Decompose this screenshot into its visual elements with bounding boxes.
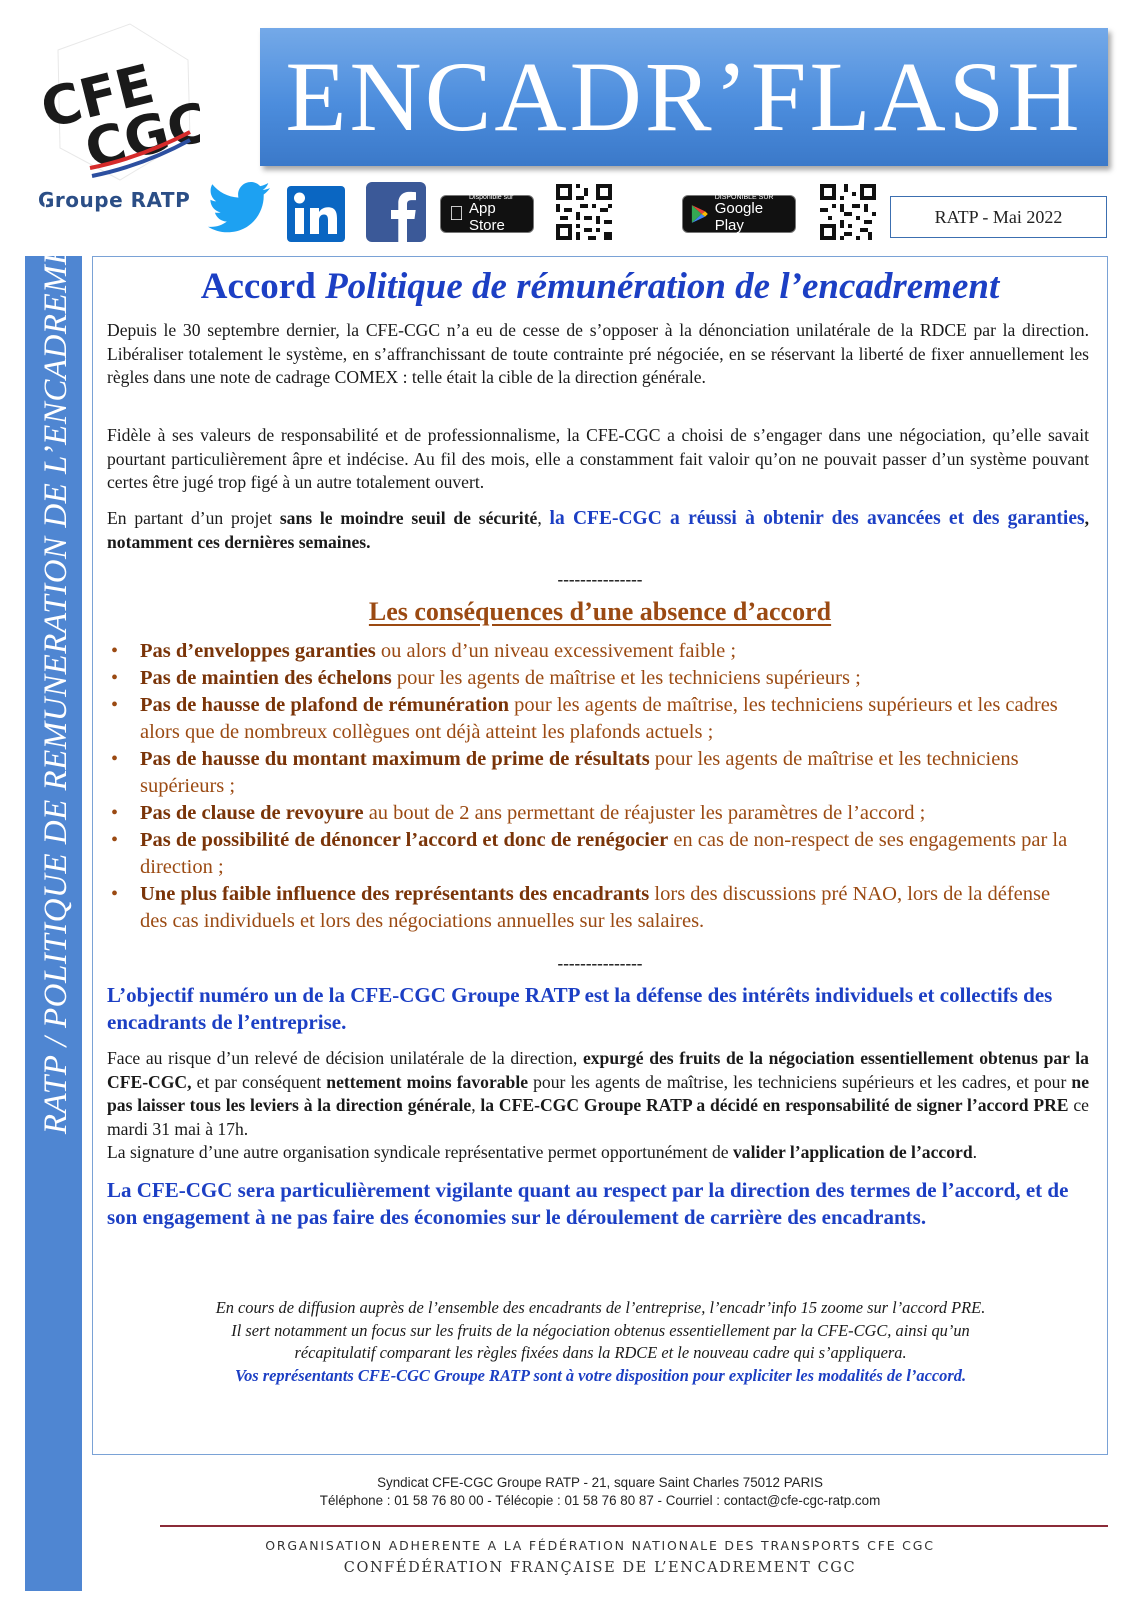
info-line: récapitulatif comparant les règles fixées dans la RDCE et le nouveau cadre qui s’appliquera. (294, 1343, 907, 1362)
qr-code-icon[interactable] (556, 184, 612, 240)
newsletter-banner (260, 28, 1108, 166)
svg-text:CFE: CFE (34, 52, 161, 141)
paragraph-decision: Face au risque d’un relevé de décision unilatérale de la direction, expurgé des fruits de la négociation essentiellement obtenus par la CFE-CGC, et par conséquent nettement moins favorable pour les agents de maîtrise, les techniciens supérieurs et les cadres, et pour ne pas laisser tous les leviers à la direction générale, la CFE-CGC Groupe RATP a décidé en responsabilité de signer l’accord PRE ce mardi 31 mai à 17h. La signature d’une autre organisation syndicale représentative permet opportunément de valider l’application de l’accord. (107, 1048, 1090, 1162)
footer-confederation: CONFÉDÉRATION FRANÇAISE DE L’ENCADREMENT CGC (343, 1560, 857, 1576)
article-title (93, 265, 1107, 308)
p3-start: En partant d’un projet (107, 508, 280, 528)
section-title: Les conséquences d’une absence d’accord (368, 597, 832, 626)
list-item: • Pas de hausse de plafond de rémunération pour les agents de maîtrise, les techniciens supérieurs et les cadres alors que de nombreux collègues ont déjà atteint les plafonds actuels ; (105, 692, 1080, 746)
paragraph-intro: Depuis le 30 septembre dernier, la CFE-CGC n’a eu de cesse de s’opposer à la dénonciation unilatérale de la RDCE par la direction. Libéraliser totalement le système, en s’affranchissant de toute contrainte pré négociée, en se réservant la liberté de fixer annuellement les règles dans une note de cadrage COMEX : telle était la cible de la direction générale. (107, 320, 1089, 387)
app-store-badge[interactable] (440, 195, 534, 233)
footer-phones: Téléphone : 01 58 76 80 00 - Télécopie : 01 58 76 80 87 - Courriel : contact@cfe-cgc-ratp.com (319, 1493, 881, 1508)
list-item: • Pas d’enveloppes garanties ou alors d’un niveau excessivement faible ; (105, 638, 1080, 665)
objective-statement: L’objectif numéro un de la CFE-CGC Groupe RATP est la défense des intérêts individuels et collectifs des encadrants de l’entreprise. (107, 983, 1053, 1034)
footer-divider (160, 1525, 1108, 1527)
facebook-icon[interactable] (366, 182, 426, 247)
google-play-icon (691, 203, 709, 225)
p3-security: sans le moindre seuil de sécurité (279, 508, 538, 528)
separator: --------------- (557, 570, 643, 589)
info-note (123, 1297, 1078, 1387)
article-frame (92, 256, 1108, 1455)
footer-contact (92, 1474, 1108, 1510)
footer-address: Syndicat CFE-CGC Groupe RATP - 21, square Saint Charles 75012 PARIS (377, 1475, 823, 1490)
title-italic: Politique de rémunération de l’encadrement (325, 266, 1000, 307)
info-contact-line: Vos représentants CFE-CGC Groupe RATP sont à votre disposition pour expliciter les modalités de l’accord. (234, 1365, 967, 1385)
consequences-list (105, 638, 1080, 935)
qr-code-icon[interactable] (820, 184, 876, 240)
banner-title: ENCADR’FLASH (285, 41, 1083, 152)
list-item: • Pas de hausse du montant maximum de prime de résultats pour les agents de maîtrise et les techniciens supérieurs ; (105, 746, 1080, 800)
linkedin-icon[interactable] (287, 186, 345, 247)
logo-subtitle: Groupe RATP (38, 188, 191, 212)
separator: --------------- (557, 954, 643, 973)
googleplay-small-text: DISPONIBLE SUR (714, 194, 774, 201)
svg-text:CGC: CGC (78, 90, 200, 182)
list-item: • Pas de possibilité de dénoncer l’accord et donc de renégocier en cas de non-respect de ses engagements par la direction ; (105, 827, 1080, 881)
p3-achievement: la CFE-CGC a réussi à obtenir des avancées et des garanties (549, 508, 1085, 529)
title-plain: Accord (200, 266, 316, 307)
p3-end: , notamment ces dernières semaines. (107, 508, 1089, 552)
google-play-badge[interactable] (682, 195, 796, 233)
info-line: En cours de diffusion auprès de l’ensemble des encadrants de l’entreprise, l’encadr’info 15 zoome sur l’accord PRE. (215, 1298, 986, 1317)
issue-date: RATP - Mai 2022 (890, 196, 1107, 238)
list-item: • Pas de clause de revoyure au bout de 2 ans permettant de réajuster les paramètres de l’accord ; (105, 800, 1080, 827)
apple-icon (449, 203, 464, 226)
paragraph-values: Fidèle à ses valeurs de responsabilité et de professionnalisme, la CFE-CGC a choisi de s’engager dans une négociation, qu’elle savait pourtant particulièrement âpre et indécise. Au fil des mois, elle a constamment fait valoir qu’on ne pouvait passer d’un système pouvant certes être jugé trop figé à un autre totalement ouvert. (107, 425, 1089, 492)
list-item: • Une plus faible influence des représentants des encadrants lors des discussions pré NAO, lors de la défense des cas individuels et lors des négociations annuelles sur les salaires. (105, 881, 1080, 935)
footer-federation: ORGANISATION ADHERENTE A LA FÉDÉRATION NATIONALE DES TRANSPORTS CFE CGC (265, 1538, 935, 1553)
list-item: • Pas de maintien des échelons pour les agents de maîtrise et les techniciens supérieurs ; (105, 665, 1080, 692)
twitter-icon[interactable] (208, 182, 272, 241)
sidebar-title: RATP / POLITIQUE DE REMUNERATION DE L’ENCADREMENT (38, 202, 74, 1135)
p3-comma: , (537, 508, 550, 528)
info-line: Il sert notamment un focus sur les fruits de la négociation obtenus essentiellement par la CFE-CGC, ainsi qu’un (231, 1320, 970, 1340)
closing-statement: La CFE-CGC sera particulièrement vigilante quant au respect par la direction des termes de l’accord, et de son engagement à ne pas faire des économies sur le déroulement de carrière des encadrants. (107, 1178, 1069, 1229)
appstore-big-text: App Store (454, 208, 521, 226)
paragraph-progress (107, 507, 1089, 554)
appstore-small-text: Disponible sur (454, 202, 499, 210)
googleplay-big-text: Google Play (714, 200, 764, 234)
